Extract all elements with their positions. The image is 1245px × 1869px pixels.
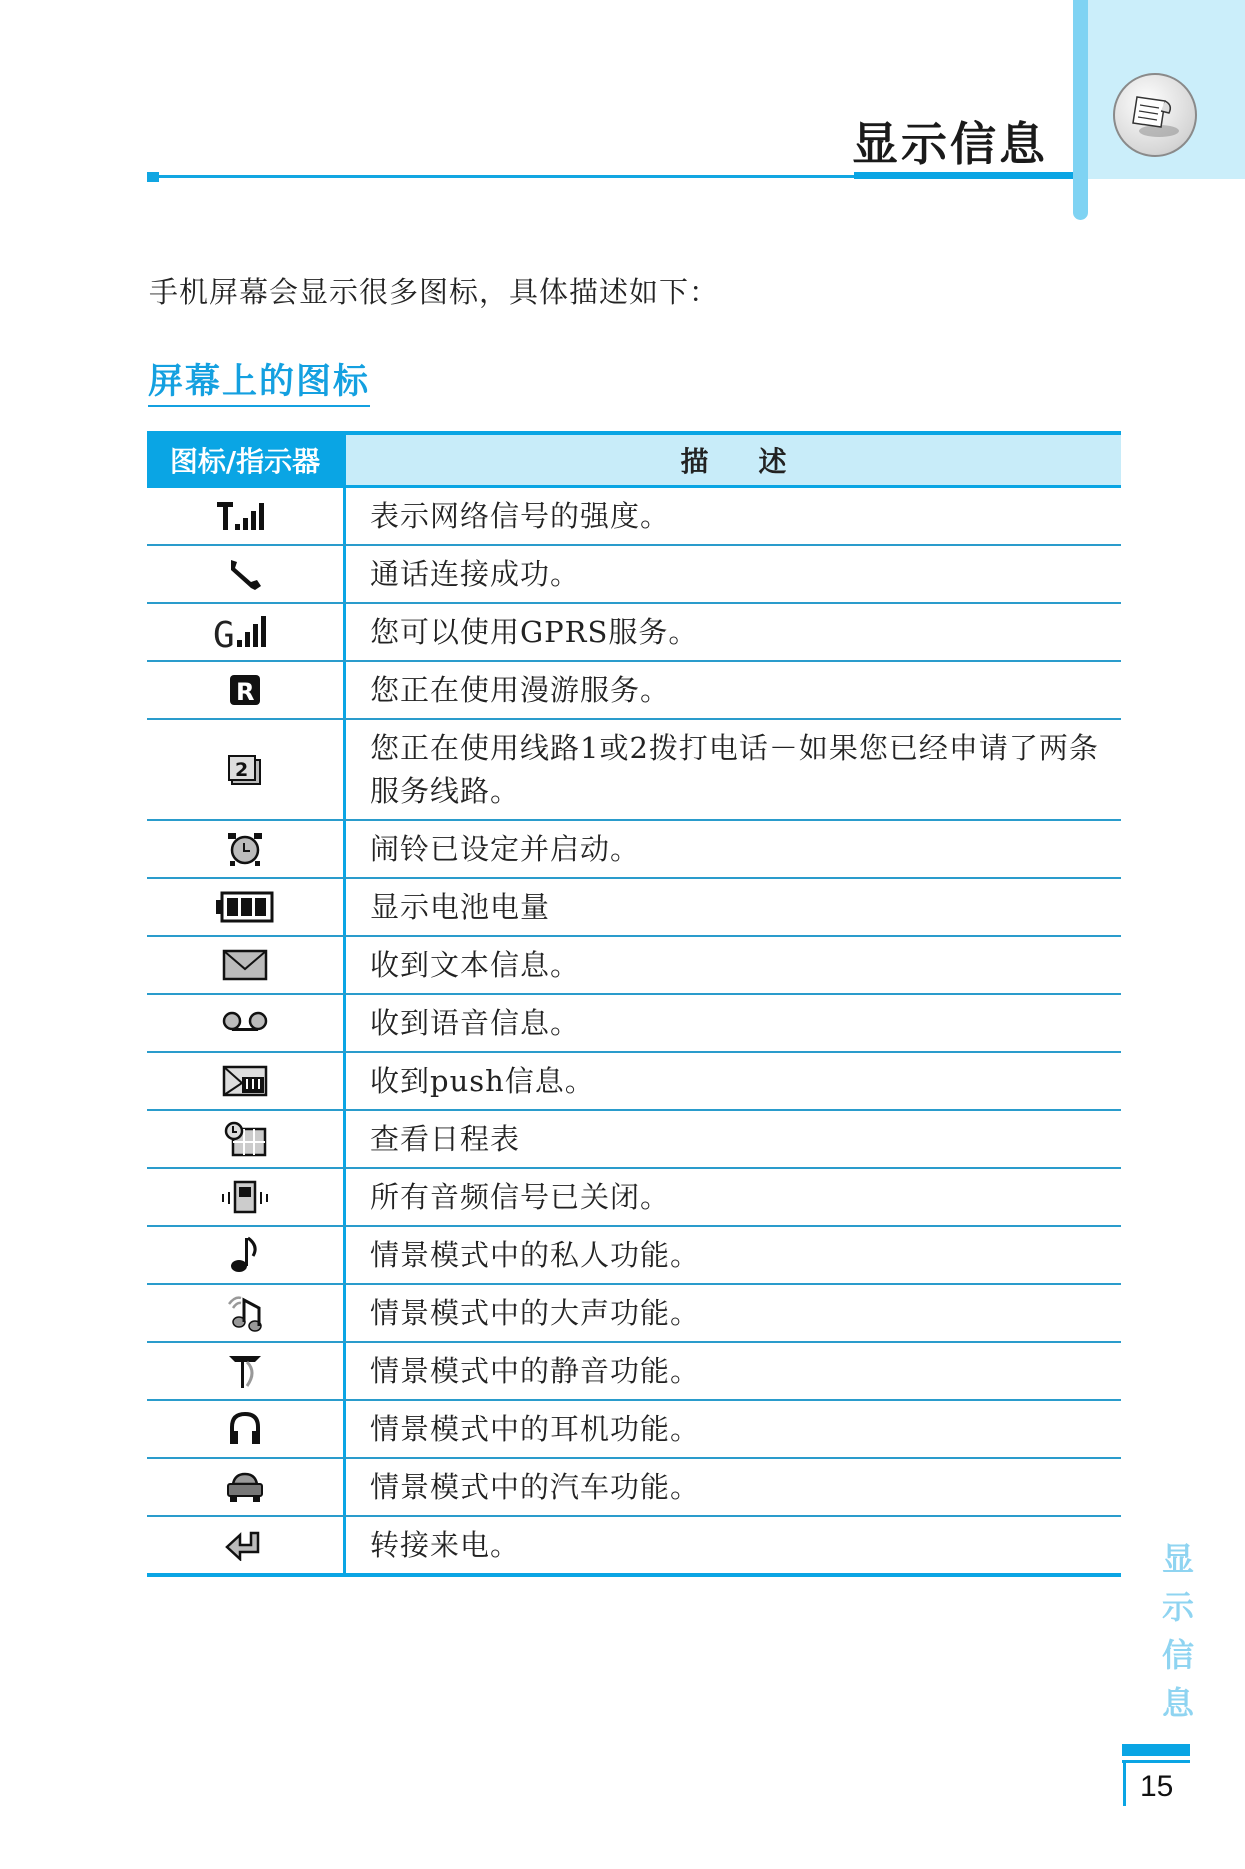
table-row	[147, 879, 1121, 937]
header-vertical-bar	[1073, 0, 1088, 220]
section-heading: 屏幕上的图标	[148, 354, 370, 407]
row-description	[343, 720, 1121, 819]
page-number: 15	[1140, 1770, 1174, 1803]
document-icon	[1113, 73, 1197, 157]
page-number-bar	[1122, 1744, 1190, 1756]
svg-text:G: G	[213, 615, 235, 650]
row-description-text: 情景模式中的大声功能。	[370, 1295, 701, 1330]
row-description-text: 表示网络信号的强度。	[370, 498, 671, 533]
page-number-line	[1122, 1760, 1190, 1763]
row-description-text: 收到语音信息。	[370, 1005, 581, 1040]
row-description-text: 收到push信息。	[370, 1063, 595, 1098]
row-description	[343, 1517, 1121, 1573]
alarm-clock-icon	[147, 821, 343, 877]
push-message-icon	[147, 1053, 343, 1109]
table-row	[147, 1343, 1121, 1401]
phone-call-icon	[147, 546, 343, 602]
table-row	[147, 1111, 1121, 1169]
schedule-icon	[147, 1111, 343, 1167]
row-description-text: 您正在使用漫游服务。	[370, 672, 671, 707]
row-description-text: 显示电池电量	[370, 889, 551, 924]
vibrate-icon	[147, 1169, 343, 1225]
table-row	[147, 546, 1121, 604]
table-row	[147, 1401, 1121, 1459]
row-description	[343, 1401, 1121, 1457]
loud-music-icon	[147, 1285, 343, 1341]
table-row	[147, 604, 1121, 662]
silent-icon	[147, 1343, 343, 1399]
row-description	[343, 488, 1121, 544]
row-description	[343, 821, 1121, 877]
row-description	[343, 1343, 1121, 1399]
row-description	[343, 1111, 1121, 1167]
row-description	[343, 546, 1121, 602]
voicemail-icon	[147, 995, 343, 1051]
row-description	[343, 1285, 1121, 1341]
row-description-text: 情景模式中的私人功能。	[370, 1237, 701, 1272]
row-description-text: 收到文本信息。	[370, 947, 581, 982]
row-description-text: 情景模式中的耳机功能。	[370, 1411, 701, 1446]
table-row	[147, 937, 1121, 995]
row-description-text: 您正在使用线路1或2拨打电话－如果您已经申请了两条服务线路。	[370, 730, 1099, 808]
row-description-text: 闹铃已设定并启动。	[370, 831, 641, 866]
row-description	[343, 1053, 1121, 1109]
svg-text:R: R	[236, 678, 255, 706]
row-description	[343, 1227, 1121, 1283]
gprs-icon	[147, 604, 343, 660]
row-description	[343, 662, 1121, 718]
row-description	[343, 937, 1121, 993]
line-2-icon	[147, 720, 343, 819]
table-row	[147, 1053, 1121, 1111]
table-row	[147, 1169, 1121, 1227]
table-row	[147, 821, 1121, 879]
roaming-icon	[147, 662, 343, 718]
headset-icon	[147, 1401, 343, 1457]
table-row	[147, 720, 1121, 821]
column-header-description: 描述	[343, 435, 1121, 485]
table-header	[147, 431, 1121, 488]
call-forward-icon	[147, 1517, 343, 1573]
music-note-icon	[147, 1227, 343, 1283]
table-row	[147, 995, 1121, 1053]
row-description-text: 转接来电。	[370, 1527, 521, 1562]
table-row	[147, 662, 1121, 720]
row-description-text: 情景模式中的静音功能。	[370, 1353, 701, 1388]
table-row	[147, 1227, 1121, 1285]
icon-table	[147, 431, 1121, 1577]
title-divider-end	[147, 172, 159, 182]
row-description-text: 通话连接成功。	[370, 556, 581, 591]
row-description-text: 情景模式中的汽车功能。	[370, 1469, 701, 1504]
table-row	[147, 1517, 1121, 1577]
envelope-icon	[147, 937, 343, 993]
side-chapter-label: 显示信息	[1161, 1540, 1194, 1722]
table-row	[147, 488, 1121, 546]
row-description-text: 所有音频信号已关闭。	[370, 1179, 671, 1214]
row-description	[343, 995, 1121, 1051]
intro-text: 手机屏幕会显示很多图标，具体描述如下：	[149, 275, 720, 309]
row-description-text: 查看日程表	[370, 1121, 521, 1156]
title-underline	[854, 172, 1073, 179]
row-description	[343, 604, 1121, 660]
page-number-divider	[1123, 1760, 1126, 1806]
signal-strength-icon	[147, 488, 343, 544]
svg-text:2: 2	[235, 758, 249, 781]
column-header-icon: 图标/指示器	[147, 435, 343, 485]
car-icon	[147, 1459, 343, 1515]
row-description-text: 您可以使用GPRS服务。	[370, 614, 699, 649]
table-row	[147, 1285, 1121, 1343]
row-description	[343, 1169, 1121, 1225]
battery-icon	[147, 879, 343, 935]
table-row	[147, 1459, 1121, 1517]
row-description	[343, 1459, 1121, 1515]
row-description	[343, 879, 1121, 935]
page-title: 显示信息	[852, 117, 1048, 171]
